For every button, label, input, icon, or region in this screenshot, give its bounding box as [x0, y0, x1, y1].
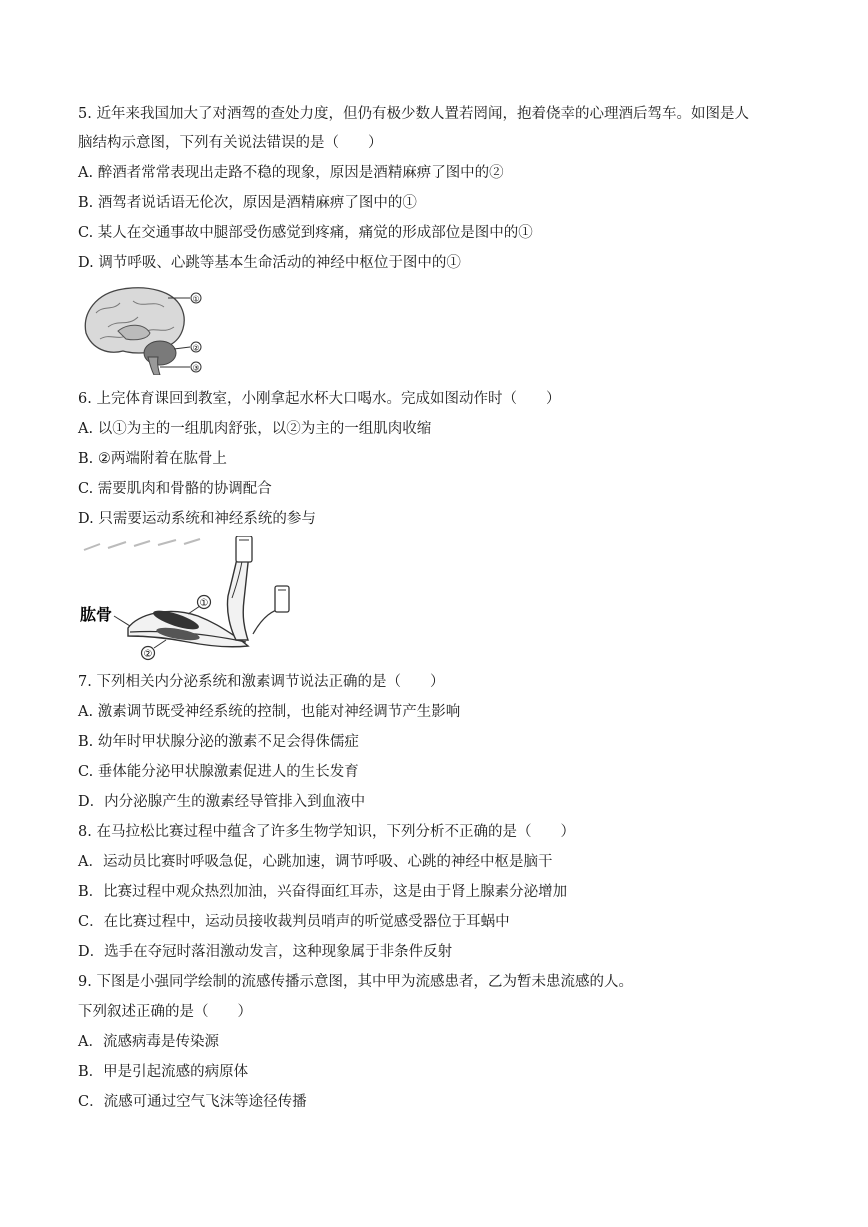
brain-label-3: ③ — [192, 363, 200, 373]
muscle-label-2: ② — [143, 649, 153, 660]
q8-option-a: A．运动员比赛时呼吸急促，心跳加速，调节呼吸、心跳的神经中枢是脑干 — [78, 854, 553, 870]
q5-stem-line1: 5. 近年来我国加大了对酒驾的查处力度，但仍有极少数人置若罔闻，抱着侥幸的心理酒后驾车。如图是人 — [78, 106, 749, 122]
q6-option-c: C. 需要肌肉和骨骼的协调配合 — [78, 481, 272, 497]
q7-stem: 7. 下列相关内分泌系统和激素调节说法正确的是（ ） — [78, 674, 445, 690]
q8-option-b: B．比赛过程中观众热烈加油，兴奋得面红耳赤，这是由于肾上腺素分泌增加 — [78, 884, 568, 900]
q8-stem: 8. 在马拉松比赛过程中蕴含了许多生物学知识，下列分析不正确的是（ ） — [78, 824, 575, 840]
q7-option-c: C. 垂体能分泌甲状腺激素促进人的生长发育 — [78, 764, 359, 780]
q9-option-c: C．流感可通过空气飞沫等途径传播 — [78, 1094, 307, 1110]
q6-option-d: D. 只需要运动系统和神经系统的参与 — [78, 511, 316, 527]
brain-label-1: ① — [192, 294, 200, 304]
brain-structure-figure — [78, 283, 208, 375]
q7-option-b: B. 幼年时甲状腺分泌的激素不足会得侏儒症 — [78, 734, 359, 750]
q5-option-c: C. 某人在交通事故中腿部受伤感觉到疼痛，痛觉的形成部位是图中的① — [78, 225, 533, 241]
q5-option-b: B. 酒驾者说话语无伦次，原因是酒精麻痹了图中的① — [78, 195, 417, 211]
q6-stem: 6. 上完体育课回到教室，小刚拿起水杯大口喝水。完成如图动作时（ ） — [78, 391, 561, 407]
muscle-label-1: ① — [199, 598, 209, 609]
brain-label-2: ② — [192, 343, 200, 353]
q9-option-a: A．流感病毒是传染源 — [78, 1034, 219, 1050]
q8-option-d: D．选手在夺冠时落泪激动发言，这种现象属于非条件反射 — [78, 944, 453, 960]
q7-option-a: A. 激素调节既受神经系统的控制，也能对神经调节产生影响 — [78, 704, 461, 720]
q9-option-b: B．甲是引起流感的病原体 — [78, 1064, 249, 1080]
q6-option-b: B. ②两端附着在肱骨上 — [78, 451, 227, 467]
q9-stem-line1: 9. 下图是小强同学绘制的流感传播示意图，其中甲为流感患者，乙为暂未患流感的人。 — [78, 974, 633, 990]
q7-option-d: D．内分泌腺产生的激素经导管排入到血液中 — [78, 794, 366, 810]
q5-stem-line2: 脑结构示意图，下列有关说法错误的是（ ） — [78, 135, 383, 151]
q5-option-d: D. 调节呼吸、心跳等基本生命活动的神经中枢位于图中的① — [78, 255, 461, 271]
humerus-label: 肱骨 — [80, 605, 113, 624]
arm-muscle-figure — [78, 536, 300, 666]
q9-stem-line2: 下列叙述正确的是（ ） — [78, 1004, 252, 1020]
q5-option-a: A. 醉酒者常常表现出走路不稳的现象，原因是酒精麻痹了图中的② — [78, 165, 504, 181]
q6-option-a: A. 以①为主的一组肌肉舒张，以②为主的一组肌肉收缩 — [78, 421, 432, 437]
q8-option-c: C．在比赛过程中，运动员接收裁判员哨声的听觉感受器位于耳蜗中 — [78, 914, 510, 930]
